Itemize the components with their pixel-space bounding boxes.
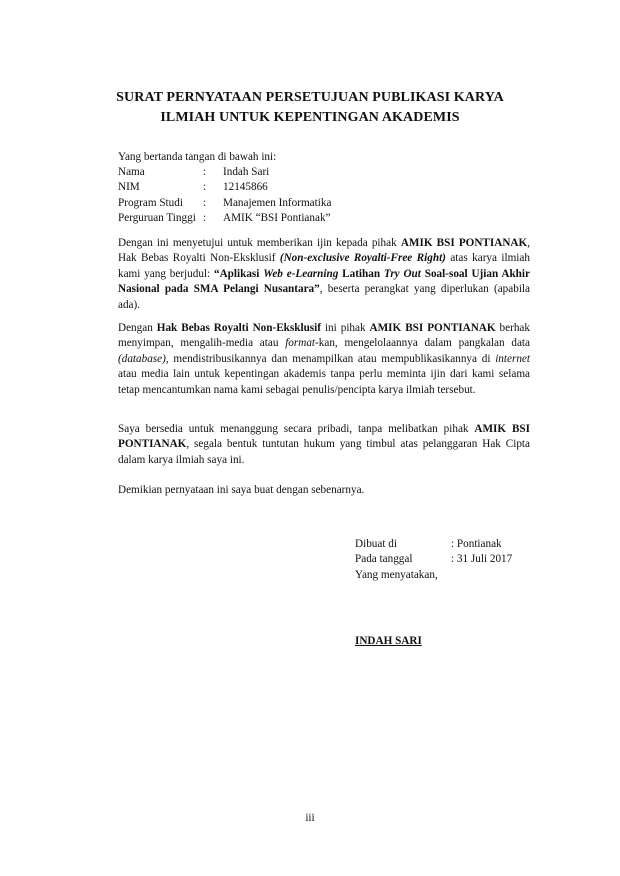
paragraph-rights xyxy=(118,321,530,398)
signer-name: INDAH SARI xyxy=(355,635,422,647)
license-term: Hak Bebas Royalti Non-Eksklusif xyxy=(156,322,321,334)
sign-label: Pada tanggal xyxy=(355,553,413,566)
paragraph-liability xyxy=(118,422,530,468)
work-title-part: Latihan xyxy=(338,267,384,280)
signature-block xyxy=(355,537,512,583)
sign-label: Dibuat di xyxy=(355,538,397,550)
intro-text: Yang bertanda tangan di bawah ini: xyxy=(118,151,277,163)
text-run: atau media lain untuk kepentingan akademis tanpa perlu meminta ijin dari kami selama tetap mencantumkan nama kami sebagai penulis/pencipta karya ilmiah tersebut. xyxy=(118,368,530,396)
sign-row-date xyxy=(355,552,512,567)
text-run: , segala bentuk tuntutan hukum yang timbul atas pelanggaran Hak Cipta dalam karya ilmiah saya ini. xyxy=(118,438,530,466)
text-run: Dengan xyxy=(118,322,157,334)
text-run: , mendistribusikannya dan menampilkan atau mempublikasikannya di xyxy=(165,352,496,365)
field-value: 12145866 xyxy=(223,181,268,194)
field-label: Program Studi xyxy=(118,196,183,209)
sign-value: : 31 Juli 2017 xyxy=(451,553,513,566)
sign-row-place xyxy=(355,537,512,552)
text-run: -kan, mengelolaannya dalam pangkalan data xyxy=(315,337,530,350)
field-label: Perguruan Tinggi xyxy=(118,212,196,225)
field-value: Indah Sari xyxy=(223,166,270,178)
field-value: Manajemen Informatika xyxy=(223,196,332,209)
document-title xyxy=(60,88,560,128)
field-row-nama xyxy=(118,165,331,180)
sign-value: : Pontianak xyxy=(451,538,502,550)
text-run: , beserta perangkat yang diperlukan (apabila ada). xyxy=(118,283,530,311)
work-title-part: “Aplikasi xyxy=(214,267,264,280)
text-run: berhak menyimpan, mengalih-media atau xyxy=(118,322,530,350)
italic-term: internet xyxy=(495,352,530,365)
title-line-2: ILMIAH UNTUK KEPENTINGAN AKADEMIS xyxy=(160,110,460,125)
field-row-perguruan-tinggi xyxy=(118,211,331,226)
field-label: Nama xyxy=(118,166,145,178)
field-separator: : xyxy=(203,181,207,194)
work-title-part: Web e-Learning xyxy=(263,267,339,280)
italic-term: (database) xyxy=(118,352,166,365)
field-value: AMIK “BSI Pontianak” xyxy=(223,212,331,225)
italic-term: format xyxy=(285,337,316,350)
text-run: Dengan ini menyetujui untuk memberikan ijin kepada pihak xyxy=(118,237,401,249)
title-line-1: SURAT PERNYATAAN PERSETUJUAN PUBLIKASI KARYA xyxy=(116,90,504,105)
page-number: iii xyxy=(305,812,315,824)
identity-fields xyxy=(118,165,331,227)
field-separator: : xyxy=(203,166,207,178)
institution-name: AMIK BSI PONTIANAK xyxy=(118,423,530,451)
text-run: ini pihak xyxy=(320,322,370,334)
institution-name: AMIK BSI PONTIANAK xyxy=(400,237,528,249)
field-row-program-studi xyxy=(118,196,331,211)
field-label: NIM xyxy=(118,181,140,194)
institution-name: AMIK BSI PONTIANAK xyxy=(369,322,496,334)
field-separator: : xyxy=(203,196,207,209)
work-title-part: Try Out xyxy=(383,267,421,280)
text-run: , Hak Bebas Royalti Non-Eksklusif xyxy=(118,237,530,265)
text-run: Saya bersedia untuk menanggung secara pribadi, tanpa melibatkan pihak xyxy=(118,423,475,435)
field-separator: : xyxy=(203,212,207,225)
paragraph-agreement xyxy=(118,236,530,313)
license-term: (Non-exclusive Royalti-Free Right) xyxy=(279,252,446,265)
paragraph-closing: Demikian pernyataan ini saya buat dengan sebenarnya. xyxy=(118,484,365,496)
sign-closing: Yang menyatakan, xyxy=(355,568,438,581)
field-row-nim xyxy=(118,180,331,195)
text-run: atas karya ilmiah kami yang berjudul: xyxy=(118,252,530,280)
work-title-part: Soal-soal Ujian Akhir Nasional pada SMA Pelangi Nusantara” xyxy=(118,267,530,296)
